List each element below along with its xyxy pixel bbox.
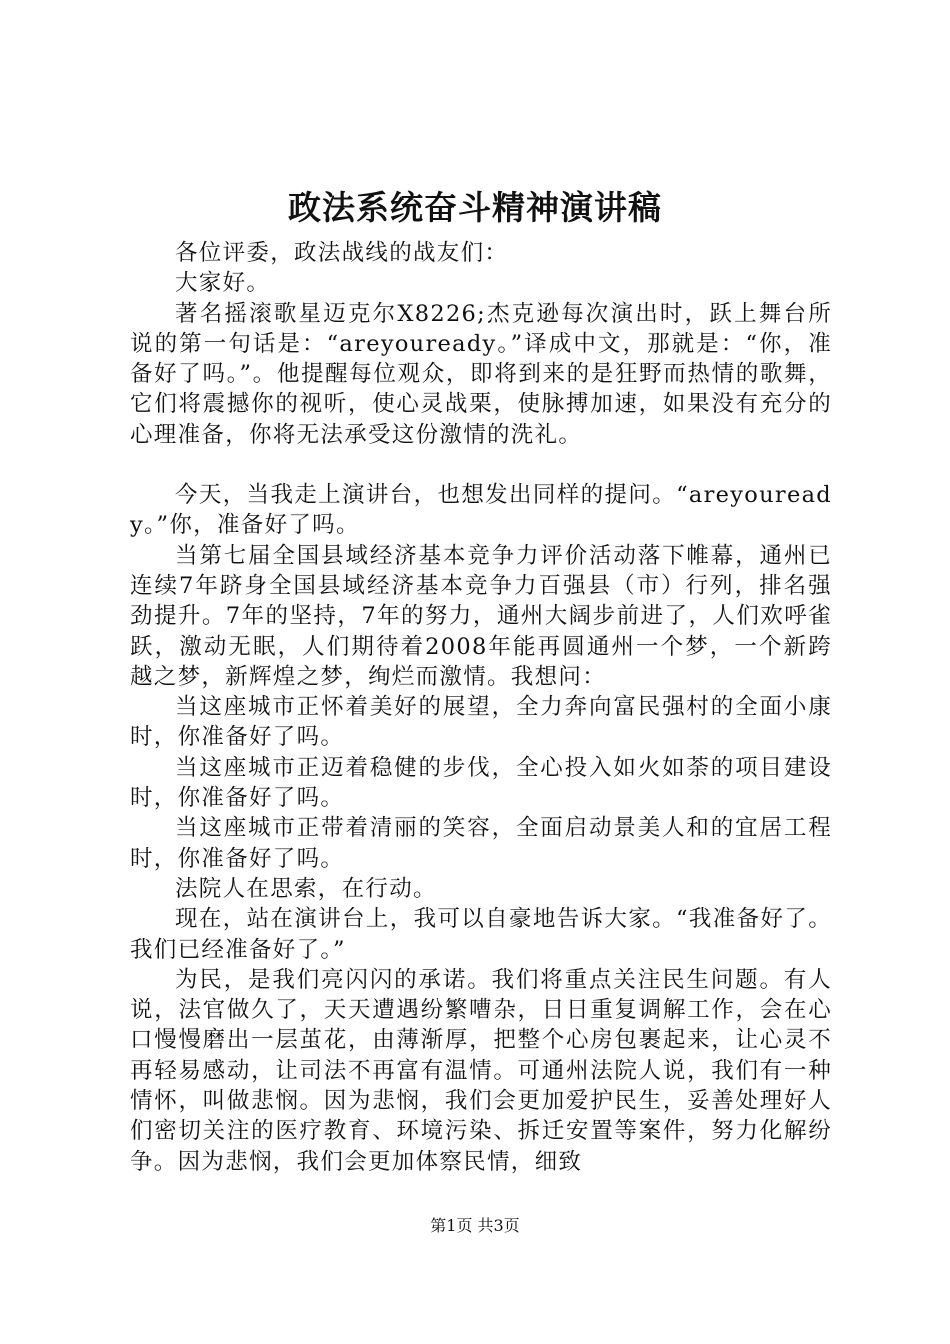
paragraph-for-the-people: 为民，是我们亮闪闪的承诺。我们将重点关注民生问题。有人说，法官做久了，天天遭遇纷繁嘈杂，日日重复调解工作，会在心口慢慢磨出一层茧花，由薄渐厚，把整个心房包裹起来，让心灵不再轻易感动，让司法不再富有温情。可通州法院人说，我们有一种情怀，叫做悲悯。因为悲悯，我们会更加爱护民生，妥善处理好人们密切关注的医疗教育、环境污染、拆迁安置等案件，努力化解纷争。因为悲悯，我们会更加体察民情，细致 bbox=[130, 966, 832, 1175]
paragraph-ready: 现在，站在演讲台上，我可以自豪地告诉大家。“我准备好了。我们已经准备好了。” bbox=[130, 906, 832, 963]
paragraph-question-2: 当这座城市正迈着稳健的步伐，全心投入如火如荼的项目建设时，你准备好了吗。 bbox=[130, 754, 832, 812]
paragraph-question-1: 当这座城市正怀着美好的展望，全力奔向富民强村的全面小康时，你准备好了吗。 bbox=[130, 694, 832, 751]
paragraph-today: 今天，当我走上演讲台，也想发出同样的提问。“areyouready。”你，准备好了吗。 bbox=[130, 482, 832, 539]
paragraph-court-thinking: 法院人在思索，在行动。 bbox=[175, 875, 437, 902]
paragraph-michael-jackson: 著名摇滚歌星迈克尔X8226;杰克逊每次演出时，跃上舞台所说的第一句话是：“areyouready。”译成中文，那就是：“你，准备好了吗。”。他提醒每位观众，即将到来的是狂野而热情的歌舞，它们将震撼你的视听，使心灵战栗，使脉搏加速，如果没有充分的心理准备，你将无法承受这份激情的洗礼。 bbox=[130, 300, 832, 448]
document-body bbox=[130, 238, 832, 1177]
paragraph-greeting: 大家好。 bbox=[175, 270, 271, 297]
paragraph-salutation: 各位评委，政法战线的战友们： bbox=[175, 240, 509, 266]
paragraph-question-3: 当这座城市正带着清丽的笑容，全面启动景美人和的宜居工程时，你准备好了吗。 bbox=[130, 815, 832, 872]
page-number-footer: 第1页 共3页 bbox=[430, 1216, 520, 1235]
paragraph-county-economy: 当第七届全国县域经济基本竞争力评价活动落下帷幕，通州已连续7年跻身全国县域经济基本竞争力百强县（市）行列，排名强劲提升。7年的坚持，7年的努力，通州大阔步前进了，人们欢呼雀跃，激动无眠，人们期待着2008年能再圆通州一个梦，一个新跨越之梦，新辉煌之梦，绚烂而激情。我想问： bbox=[130, 542, 832, 690]
document-title: 政法系统奋斗精神演讲稿 bbox=[288, 188, 662, 227]
